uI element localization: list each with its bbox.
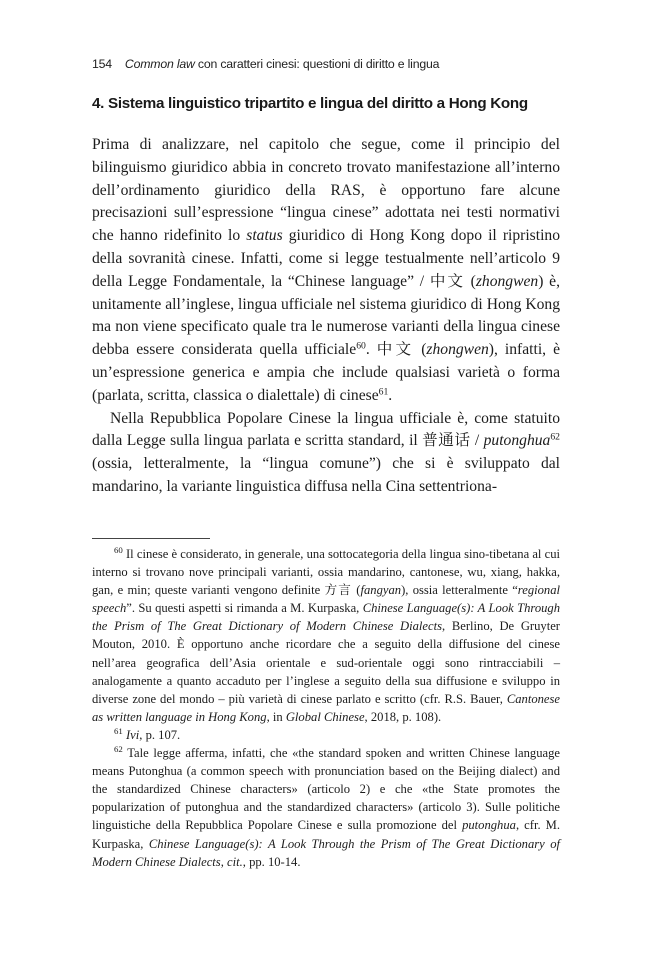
italic-term: fangyan <box>360 583 402 598</box>
text-run: . 中文 ( <box>365 341 427 359</box>
header-title-rest: con caratteri cinesi: questioni di diritto e lingua <box>194 57 440 71</box>
footnote-ref[interactable]: 62 <box>550 432 560 444</box>
text-run: , cfr. M. Kurpaska, <box>92 818 560 851</box>
italic-term: Ivi <box>125 727 140 742</box>
text-run: ) è, unitamente all’inglese, lingua ufficiale nel sistema giuridico di Hong Kong ma non viene specificato quale tra le numerose varianti della lingua cinese debba essere considerata quella ufficiale <box>92 272 560 359</box>
text-run: ), ossia letteralmente “ <box>401 583 518 598</box>
text-run: Prima di analizzare, nel capitolo che segue, come il principio del bilinguismo giuridico abbia in concreto trovato manifestazione all’interno dell’ordinamento giuridico della RAS, è opportuno fare alcune precisazioni sull’espressione “lingua cinese” adottata nei testi normativi che hanno ridefinito lo <box>92 136 560 245</box>
text-run: , pp. 10-14. <box>242 854 301 869</box>
italic-title: Chinese Language(s): A Look Through the Prism of The Great Dictionary of Modern Chinese Dialects <box>92 601 561 634</box>
italic-term: putonghua <box>462 818 516 833</box>
section-title: 4. Sistema linguistico tripartito e lingua del diritto a Hong Kong <box>92 95 528 112</box>
footnote-62 <box>92 744 560 871</box>
italic-term: zhongwen <box>475 272 539 290</box>
text-run: giuridico di Hong Kong dopo il ripristino della sovranità cinese. Infatti, come si legge testualmente nell’articolo 9 della Legge Fondamentale, la “Chinese language” / 中文 ( <box>92 227 560 290</box>
running-header <box>92 57 560 71</box>
footnote-ref[interactable]: 61 <box>378 386 389 398</box>
italic-term: regional speech <box>92 583 561 616</box>
page-number: 154 <box>92 57 112 71</box>
footnote-ref[interactable]: 60 <box>356 340 366 352</box>
text-run: Il cinese è considerato, in generale, una sottocategoria della lingua sino-tibetana al cui interno si trovano nove principali varianti, ossia mandarino, cantonese, wu, xiang, hakka, gan, e min; queste varianti vengono definite 方言 ( <box>92 547 560 598</box>
text-run: (ossia, letteralmente, la “lingua comune”) che si è sviluppato dal mandarino, la variante linguistica diffusa nella Cina settentriona- <box>92 455 560 495</box>
body-text <box>92 134 560 499</box>
text-run: , in <box>266 709 286 724</box>
text-run: ”. Su questi aspetti si rimanda a M. Kurpaska, <box>126 601 363 616</box>
text-run: , Berlino, De Gruyter Mouton, 2010. È opportuno anche ricordare che a seguito della diffusione del cinese nell’area geografica dell’Asia orientale e sud-orientale oggi sono rintracciabili – analogamente a quanto accaduto per l’inglese a seguito della sua diffusione e sviluppo in diverse zone del mondo – più varietà di cinese parlato e scritto (cfr. R.S. Bauer, <box>92 619 560 706</box>
italic-term: cit. <box>227 854 243 869</box>
italic-title: Chinese Language(s): A Look Through the Prism of The Great Dictionary of Modern Chinese Dialects <box>92 836 560 869</box>
text-run: , <box>220 854 228 869</box>
header-title-italic: Common law <box>124 57 195 71</box>
italic-term: status <box>246 227 283 245</box>
text-run: Tale legge afferma, infatti, che «the standard spoken and written Chinese language means Putonghua (a common speech with pronunciation based on the Beijing dialect) and the standardized Chinese characters» (articolo 2) e che «the State promotes the popularization of putonghua and the standardized characters» (articolo 3). Sulle politiche linguistiche della Repubblica Popolare Cinese e sulla promozione del <box>92 746 560 833</box>
footnote-number: 61 <box>114 726 123 737</box>
text-run: Nella Repubblica Popolare Cinese la lingua ufficiale è, come statuito dalla Legge sulla lingua parlata e scritta standard, il 普通话 / <box>92 409 560 450</box>
italic-title: Global Chinese <box>285 709 365 724</box>
text-run: ), infatti, è un’espressione generica e ampia che include qualsiasi varietà o forma (parlata, scritta, classica o dialettale) di cinese <box>92 341 560 404</box>
italic-term: putonghua <box>483 432 551 450</box>
text-run: . <box>388 386 393 404</box>
text-run: , p. 107. <box>139 727 181 742</box>
footnote-61 <box>92 726 560 744</box>
italic-term: zhongwen <box>426 341 489 359</box>
paragraph-2 <box>92 408 560 499</box>
footnotes <box>92 545 560 871</box>
italic-title: Cantonese as written language in Hong Kong <box>92 691 560 724</box>
text-run: , 2018, p. 108). <box>364 709 442 724</box>
footnote-number: 60 <box>114 545 123 556</box>
footnote-60 <box>92 545 560 726</box>
footnote-separator <box>92 538 210 539</box>
footnote-number: 62 <box>114 744 123 755</box>
paragraph-1 <box>92 134 560 408</box>
